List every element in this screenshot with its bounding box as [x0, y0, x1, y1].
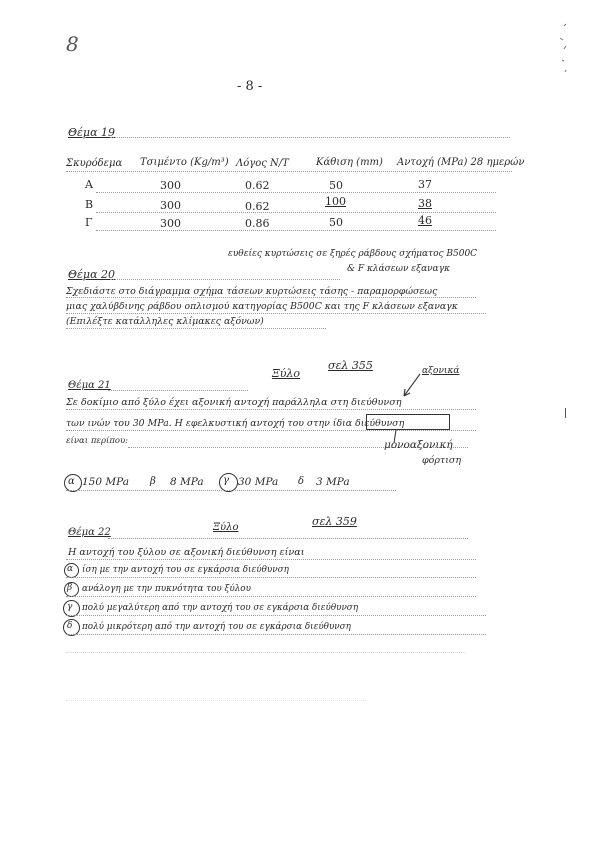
- q22-option-d-rule: [66, 634, 486, 635]
- q19-row-a-slump: 50: [329, 179, 343, 192]
- q20-top-note: ευθείες κυρτώσεις σε ξηρές ράβδους σχήματος Β500C: [228, 249, 478, 259]
- q21-option-d-letter: δ: [298, 476, 305, 487]
- blank-line-2: [66, 700, 366, 701]
- q19-row-g-line: [96, 230, 496, 231]
- q19-row-b-ratio: 0.62: [245, 200, 270, 213]
- q21-option-d-text: 3 MPa: [316, 476, 350, 488]
- q22-option-c-rule: [66, 615, 486, 616]
- q22-option-a-letter: α: [67, 564, 74, 574]
- q21-page-ref: σελ 355: [328, 359, 373, 372]
- q22-title: Θέμα 22: [68, 527, 111, 538]
- q19-row-b-label: Β: [85, 198, 94, 211]
- q21-annotation-1: μονοαξονική: [384, 439, 453, 451]
- q20-line-1-rule: [66, 297, 476, 298]
- q19-title: Θέμα 19: [68, 126, 115, 139]
- q20-line-2-rule: [66, 313, 486, 314]
- q20-title: Θέμα 20: [68, 268, 115, 281]
- q22-page-ref: σελ 359: [312, 515, 357, 528]
- q21-title-line: [108, 390, 248, 391]
- q19-row-a-strength: 37: [418, 178, 432, 191]
- q22-option-a-text: ίση με την αντοχή του σε εγκάρσια διεύθυνση: [82, 565, 289, 575]
- q21-option-b-text: 8 MPa: [170, 476, 204, 488]
- q19-header-line: [66, 171, 512, 172]
- q22-option-b-letter: β: [67, 583, 73, 593]
- q21-option-b-letter: β: [150, 476, 156, 487]
- q21-line-3: είναι περίπου:: [66, 436, 129, 446]
- q22-option-d-letter: δ: [67, 621, 73, 631]
- q22-option-c-letter: γ: [67, 602, 73, 612]
- q19-col-header-concrete: Σκυρόδεμα: [66, 158, 123, 169]
- q22-option-b-text: ανάλογη με την πυκνότητα του ξύλου: [82, 584, 251, 594]
- q21-line-1: Σε δοκίμιο από ξύλο έχει αξονική αντοχή παράλληλα στη διεύθυνση: [66, 397, 402, 408]
- q21-boxed-phrase: [366, 414, 450, 430]
- q22-option-d-text: πολύ μικρότερη από την αντοχή του σε εγκάρσια διεύθυνση: [82, 622, 351, 632]
- right-margin-mark: [565, 408, 567, 418]
- margin-marks: [554, 20, 574, 80]
- q19-row-b-slump: 100: [325, 195, 346, 208]
- corner-page-mark: 8: [66, 32, 79, 56]
- q19-row-g-label: Γ: [85, 216, 93, 229]
- q21-option-c-text: 30 MPa: [238, 476, 279, 488]
- q22-xylo-label: Ξύλο: [213, 522, 239, 533]
- q21-option-a-text: 150 MPa: [82, 476, 129, 488]
- q22-option-c-text: πολύ μεγαλύτερη από την αντοχή του σε εγκάρσια διεύθυνση: [82, 603, 359, 613]
- q22-option-b-rule: [66, 596, 476, 597]
- q21-option-a-letter: α: [68, 476, 75, 487]
- q21-xylo-label: Ξύλο: [272, 367, 301, 380]
- q21-options-rule: [66, 490, 396, 491]
- q22-stem: Η αντοχή του ξύλου σε αξονική διεύθυνση είναι: [68, 547, 305, 558]
- q19-row-b-cement: 300: [160, 199, 181, 212]
- q20-line-1: Σχεδιάστε στο διάγραμμα σχήμα τάσεων κυρτώσεις τάσης - παραμορφώσεως: [66, 286, 438, 297]
- q22-option-a-rule: [66, 577, 476, 578]
- q19-row-b-line: [96, 212, 496, 213]
- q19-row-g-strength: 46: [418, 214, 432, 227]
- q21-line-2-rule: [66, 430, 476, 431]
- q21-line-2: των ινών του 30 MPa. Η εφελκυστική αντοχή του στην ίδια διεύθυνση: [66, 418, 405, 429]
- q19-row-a-line: [96, 192, 496, 193]
- q19-row-g-cement: 300: [160, 217, 181, 230]
- blank-line-1: [66, 652, 466, 653]
- q19-row-a-label: Α: [85, 178, 93, 191]
- q19-row-a-ratio: 0.62: [245, 179, 270, 192]
- q20-line-3: (Επιλέξτε κατάλληλες κλίμακες αξόνων): [66, 316, 264, 327]
- margin-tick-marks: [554, 20, 574, 80]
- q19-row-g-slump: 50: [329, 216, 343, 229]
- q20-title-line: [110, 279, 340, 280]
- q21-line-1-rule: [66, 409, 476, 410]
- q20-line-2: μιας χαλύβδινης ράβδου οπλισμού κατηγορίας Β500C και της F κλάσεων εξαναγκ: [66, 301, 458, 312]
- q21-option-c-letter: γ: [223, 475, 229, 486]
- q20-line-3-rule: [66, 328, 326, 329]
- q19-row-b-strength: 38: [418, 197, 432, 210]
- q21-title: Θέμα 21: [68, 380, 111, 391]
- q22-stem-rule: [66, 559, 476, 560]
- q21-annotation-2: φόρτιση: [422, 455, 462, 466]
- q19-col-header-slump: Κάθιση (mm): [316, 157, 383, 168]
- q21-arrow-label: αξονικά: [422, 366, 460, 376]
- q20-top-note-2: & F κλάσεων εξαναγκ: [347, 264, 450, 274]
- q19-col-header-strength: Αντοχή (MPa) 28 ημερών: [397, 157, 525, 168]
- q19-title-line: [110, 137, 510, 138]
- q19-col-header-ratio: Λόγος N/T: [236, 158, 289, 169]
- q19-row-a-cement: 300: [160, 179, 181, 192]
- q19-col-header-cement: Τσιμέντο (Kg/m³): [140, 157, 229, 168]
- q19-row-g-ratio: 0.86: [245, 217, 270, 230]
- page-number: - 8 -: [237, 79, 263, 94]
- q22-title-line: [108, 538, 468, 539]
